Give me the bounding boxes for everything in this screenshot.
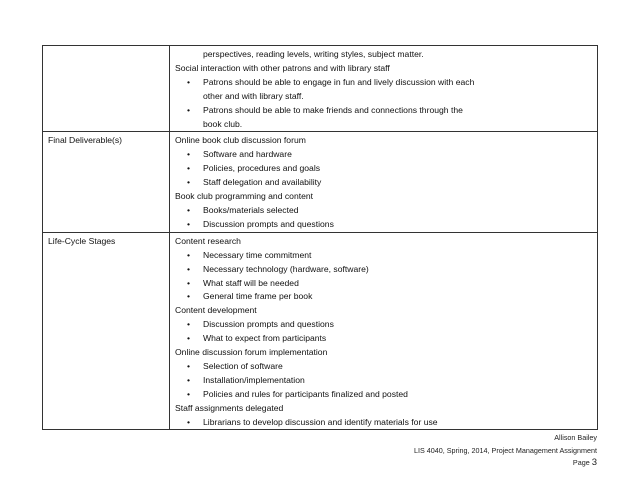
list-item: • Policies, procedures and goals: [175, 162, 593, 176]
bullet-list: [175, 318, 593, 346]
page-number: 3: [591, 457, 597, 469]
table-row: [43, 132, 598, 232]
block-heading: Online discussion forum implementation: [175, 347, 328, 358]
list-item: • Discussion prompts and questions: [175, 218, 593, 232]
bullet-list: [175, 416, 593, 430]
list-item: [175, 76, 593, 104]
list-item: • Staff delegation and availability: [175, 176, 593, 190]
row-label: Final Deliverable(s): [43, 132, 170, 232]
bullet-list: [175, 148, 593, 190]
list-item-line: book club.: [203, 118, 243, 129]
list-item: • Selection of software: [175, 360, 593, 374]
table-row: [43, 233, 598, 431]
page-footer: [414, 432, 597, 470]
bullet-list: [175, 204, 593, 232]
list-item: • Installation/implementation: [175, 374, 593, 388]
footer-course: LIS 4040, Spring, 2014, Project Management Assignment: [414, 445, 597, 455]
page-label: Page: [572, 458, 590, 468]
list-item-line: • Patrons should be able to engage in fun and lively discussion with each: [203, 76, 475, 87]
list-item: • Discussion prompts and questions: [175, 318, 593, 332]
table-row: [43, 46, 598, 132]
continuation-text: perspectives, reading levels, writing styles, subject matter.: [203, 49, 424, 59]
list-item: • Books/materials selected: [175, 204, 593, 218]
list-item: • What staff will be needed: [175, 277, 593, 291]
block-heading: Online book club discussion forum: [175, 135, 306, 146]
row-content-cell: [170, 46, 598, 132]
row-content-cell: [170, 132, 598, 232]
row-content-cell: [170, 233, 598, 431]
block-heading: Content development: [175, 305, 257, 316]
footer-page: [414, 457, 597, 470]
bullet-list: [175, 76, 593, 132]
list-item: • Policies and rules for participants finalized and posted: [175, 388, 593, 402]
row-label: Life-Cycle Stages: [43, 233, 170, 431]
block-heading: Staff assignments delegated: [175, 402, 284, 413]
list-item: • Librarians to develop discussion and identify materials for use: [175, 416, 593, 430]
list-item: [175, 104, 593, 132]
list-item-line: • Patrons should be able to make friends and connections through the: [203, 104, 463, 115]
block-heading: Social interaction with other patrons and with library staff: [175, 62, 390, 73]
list-item: • Software and hardware: [175, 148, 593, 162]
list-item: • Necessary technology (hardware, software): [175, 263, 593, 277]
list-item: • Necessary time commitment: [175, 249, 593, 263]
project-table: [42, 45, 598, 430]
list-item: • General time frame per book: [175, 290, 593, 304]
block-heading: Book club programming and content: [175, 191, 314, 202]
list-item-line: other and with library staff.: [203, 90, 304, 101]
bullet-list: [175, 249, 593, 305]
bullet-list: [175, 360, 593, 402]
list-item: • What to expect from participants: [175, 332, 593, 346]
footer-author: Allison Bailey: [554, 433, 597, 442]
block-heading: Content research: [175, 235, 241, 246]
row-label-cell: [43, 46, 170, 132]
